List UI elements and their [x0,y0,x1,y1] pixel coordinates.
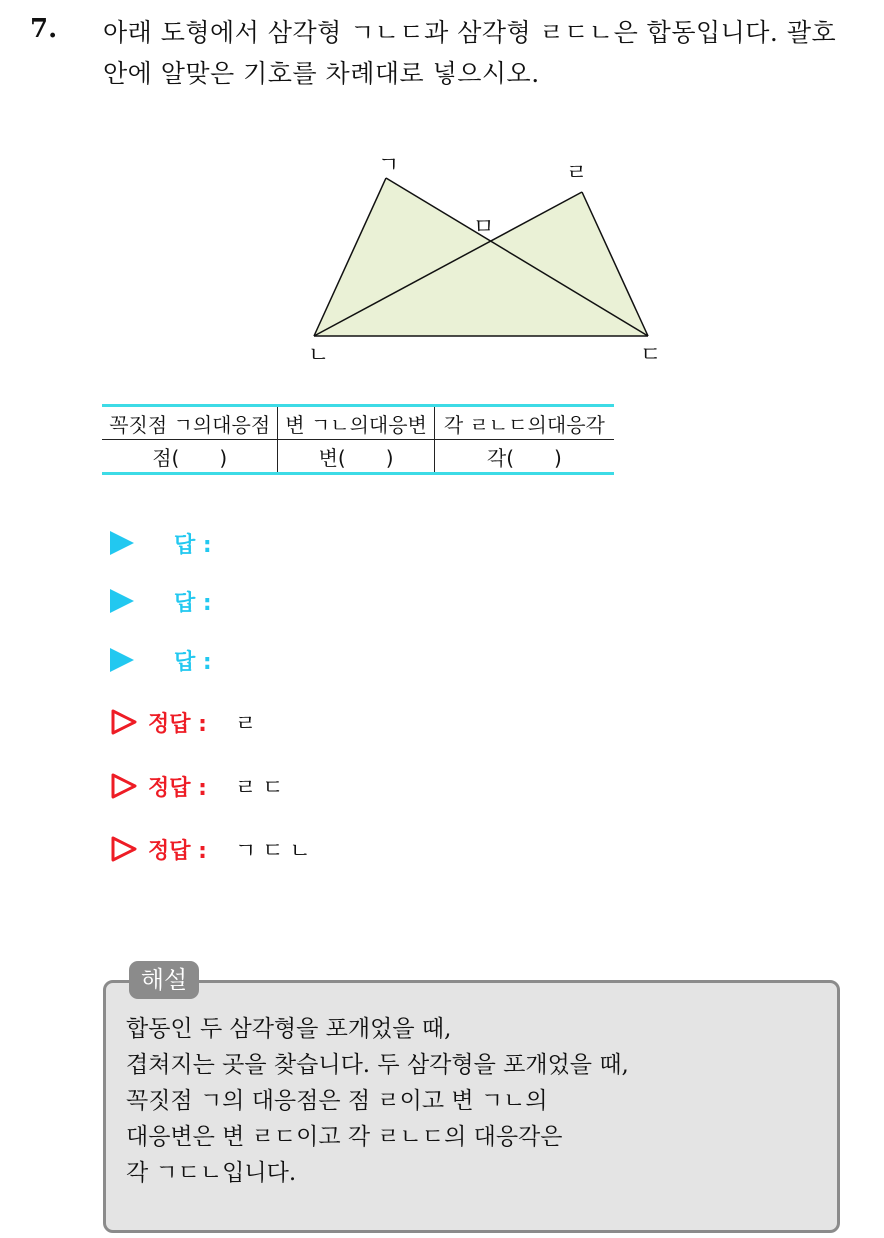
answer-key-value: ㄱㄷㄴ [234,838,317,864]
table-row [102,440,614,474]
answer-key-value: ㄹ [234,711,263,737]
outline-arrow-right-icon [110,708,138,736]
answer-label: 답 : [174,590,212,616]
vertex-label-r: ㄹ [566,161,588,186]
outline-arrow-right-icon [110,835,138,863]
answer-row-3 [110,643,212,677]
question-line-2: 안에 알맞은 기호를 차례대로 넣으시오. [103,59,540,88]
vertex-label-n: ㄴ [308,343,330,368]
header-corresponding-point: 꼭짓점 ㄱ의대응점 [109,412,271,437]
question-line-1: 아래 도형에서 삼각형 ㄱㄴㄷ과 삼각형 ㄹㄷㄴ은 합동입니다. 괄호 [103,18,837,47]
explanation-tab: 해설 [129,961,199,999]
explanation-line-3: 꼭짓점 ㄱ의 대응점은 점 ㄹ이고 변 ㄱㄴ의 [126,1088,548,1114]
answer-key-row-2 [110,769,289,803]
vertex-label-g: ㄱ [378,153,400,178]
vertex-label-m: ㅁ [473,215,495,240]
cell-point-blank: 점( ) [152,445,228,470]
question-number: 7. [30,14,58,44]
explanation-line-4: 대응변은 변 ㄹㄷ이고 각 ㄹㄴㄷ의 대응각은 [126,1124,563,1150]
triangle-figure [290,150,680,375]
answer-row-2 [110,584,212,618]
explanation-text [126,1011,826,1191]
answer-key-row-1 [110,705,262,739]
answer-key-value: ㄹㄷ [234,775,290,801]
answer-key-label: 정답 : [148,838,207,864]
outline-arrow-right-icon [110,772,138,800]
explanation-line-5: 각 ㄱㄷㄴ입니다. [126,1160,297,1186]
triangle-figure-svg [290,150,680,375]
question-text [103,12,863,94]
answer-label: 답 : [174,649,212,675]
answer-key-label: 정답 : [148,775,207,801]
cell-angle-blank: 각( ) [434,440,614,474]
vertex-label-d: ㄷ [640,343,662,368]
arrow-right-icon [110,531,134,555]
explanation-line-1: 합동인 두 삼각형을 포개었을 때, [126,1016,452,1042]
answer-row-1 [110,526,212,560]
table-header-row [102,406,614,440]
answer-key-label: 정답 : [148,711,207,737]
cell-side-blank: 변( ) [278,440,434,474]
answer-key-row-3 [110,832,317,866]
header-corresponding-angle: 각 ㄹㄴㄷ의대응각 [434,406,614,440]
correspondence-table [102,404,614,475]
header-corresponding-side: 변 ㄱㄴ의대응변 [278,406,434,440]
arrow-right-icon [110,648,134,672]
arrow-right-icon [110,589,134,613]
answer-label: 답 : [174,532,212,558]
explanation-line-2: 겹쳐지는 곳을 찾습니다. 두 삼각형을 포개었을 때, [126,1052,629,1078]
